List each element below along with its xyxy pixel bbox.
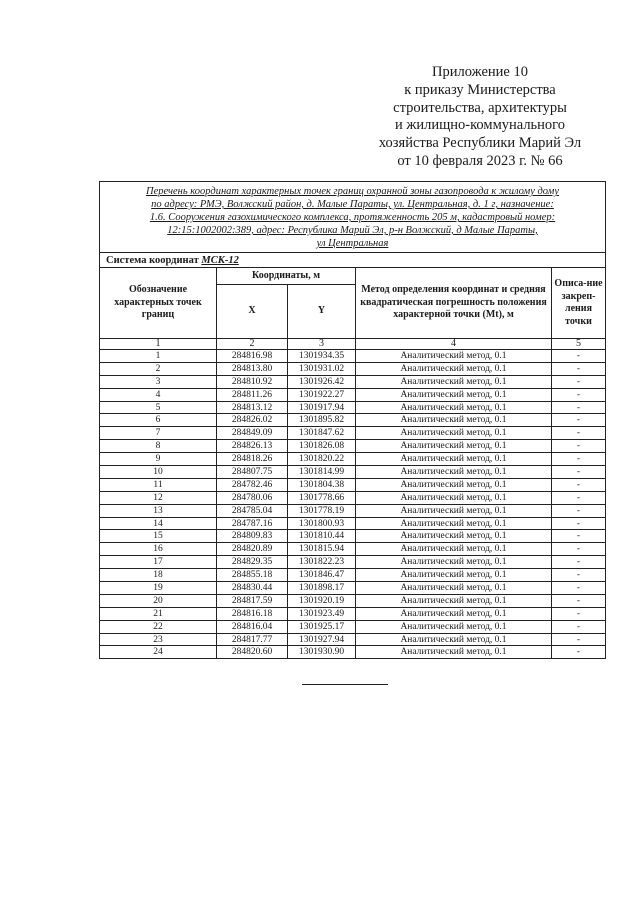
coordinate-system-row (100, 253, 606, 268)
y-coordinate-cell: 1301815.94 (288, 543, 356, 556)
y-coordinate-cell: 1301814.99 (288, 466, 356, 479)
column-number: 2 (217, 339, 288, 350)
method-cell: Аналитический метод, 0.1 (356, 362, 552, 375)
description-cell: - (552, 594, 606, 607)
table-row (100, 504, 606, 517)
x-coordinate-cell: 284818.26 (217, 453, 288, 466)
table-row (100, 530, 606, 543)
document-header (340, 64, 620, 171)
point-number-cell: 6 (100, 414, 217, 427)
point-number-cell: 18 (100, 569, 217, 582)
point-number-cell: 24 (100, 646, 217, 659)
point-number-cell: 11 (100, 478, 217, 491)
table-row (100, 350, 606, 363)
coordinate-system-label: Система координат (106, 254, 199, 266)
table-row (100, 466, 606, 479)
column-number: 5 (552, 339, 606, 350)
header-coordinates: Координаты, м (217, 268, 356, 285)
method-cell: Аналитический метод, 0.1 (356, 401, 552, 414)
description-cell: - (552, 427, 606, 440)
y-coordinate-cell: 1301778.19 (288, 504, 356, 517)
x-coordinate-cell: 284820.89 (217, 543, 288, 556)
y-coordinate-cell: 1301804.38 (288, 478, 356, 491)
header-line: хозяйства Республики Марий Эл (378, 135, 582, 152)
x-coordinate-cell: 284785.04 (217, 504, 288, 517)
method-cell: Аналитический метод, 0.1 (356, 582, 552, 595)
method-cell: Аналитический метод, 0.1 (356, 427, 552, 440)
table-row (100, 633, 606, 646)
point-number-cell: 1 (100, 350, 217, 363)
header-point: Обозначение характерных точек границ (100, 268, 217, 339)
method-cell: Аналитический метод, 0.1 (356, 620, 552, 633)
header-description: Описа-ние закреп-ления точки (552, 268, 606, 339)
method-cell: Аналитический метод, 0.1 (356, 478, 552, 491)
method-cell: Аналитический метод, 0.1 (356, 607, 552, 620)
method-cell: Аналитический метод, 0.1 (356, 375, 552, 388)
caption-line: Перечень координат характерных точек границ охранной зоны газопровода к жилому дому (145, 186, 560, 197)
method-cell: Аналитический метод, 0.1 (356, 466, 552, 479)
method-cell: Аналитический метод, 0.1 (356, 543, 552, 556)
y-coordinate-cell: 1301822.23 (288, 556, 356, 569)
x-coordinate-cell: 284817.59 (217, 594, 288, 607)
x-coordinate-cell: 284813.12 (217, 401, 288, 414)
x-coordinate-cell: 284849.09 (217, 427, 288, 440)
caption-line: 1.6. Сооружения газохимического комплекса, протяженность 205 м, кадастровый номер: (149, 212, 556, 223)
y-coordinate-cell: 1301927.94 (288, 633, 356, 646)
y-coordinate-cell: 1301846.47 (288, 569, 356, 582)
description-cell: - (552, 607, 606, 620)
table-caption (100, 182, 606, 253)
coordinate-system-value: МСК-12 (201, 254, 239, 266)
table-row (100, 375, 606, 388)
y-coordinate-cell: 1301826.08 (288, 440, 356, 453)
x-coordinate-cell: 284809.83 (217, 530, 288, 543)
point-number-cell: 16 (100, 543, 217, 556)
point-number-cell: 7 (100, 427, 217, 440)
method-cell: Аналитический метод, 0.1 (356, 350, 552, 363)
x-coordinate-cell: 284855.18 (217, 569, 288, 582)
point-number-cell: 5 (100, 401, 217, 414)
x-coordinate-cell: 284813.80 (217, 362, 288, 375)
footer-separator-line (302, 684, 388, 685)
point-number-cell: 17 (100, 556, 217, 569)
x-coordinate-cell: 284807.75 (217, 466, 288, 479)
x-coordinate-cell: 284782.46 (217, 478, 288, 491)
description-cell: - (552, 530, 606, 543)
x-coordinate-cell: 284816.98 (217, 350, 288, 363)
header-method: Метод определения координат и средняя квадратическая погрешность положения характерной точки (Mt), м (356, 268, 552, 339)
point-number-cell: 13 (100, 504, 217, 517)
x-coordinate-cell: 284817.77 (217, 633, 288, 646)
point-number-cell: 8 (100, 440, 217, 453)
table-row (100, 453, 606, 466)
description-cell: - (552, 350, 606, 363)
x-coordinate-cell: 284816.18 (217, 607, 288, 620)
method-cell: Аналитический метод, 0.1 (356, 556, 552, 569)
x-coordinate-cell: 284810.92 (217, 375, 288, 388)
point-number-cell: 2 (100, 362, 217, 375)
point-number-cell: 22 (100, 620, 217, 633)
table-row (100, 362, 606, 375)
method-cell: Аналитический метод, 0.1 (356, 530, 552, 543)
description-cell: - (552, 556, 606, 569)
table-row (100, 414, 606, 427)
column-number: 3 (288, 339, 356, 350)
description-cell: - (552, 388, 606, 401)
table-row (100, 517, 606, 530)
table-row (100, 569, 606, 582)
method-cell: Аналитический метод, 0.1 (356, 440, 552, 453)
description-cell: - (552, 582, 606, 595)
description-cell: - (552, 466, 606, 479)
method-cell: Аналитический метод, 0.1 (356, 569, 552, 582)
description-cell: - (552, 414, 606, 427)
caption-line: 12:15:1002002:389, адрес: Республика Марий Эл, р-н Волжский, д Малые Параты, (167, 225, 538, 236)
method-cell: Аналитический метод, 0.1 (356, 504, 552, 517)
description-cell: - (552, 633, 606, 646)
column-number: 4 (356, 339, 552, 350)
y-coordinate-cell: 1301847.62 (288, 427, 356, 440)
method-cell: Аналитический метод, 0.1 (356, 633, 552, 646)
x-coordinate-cell: 284830.44 (217, 582, 288, 595)
x-coordinate-cell: 284816.04 (217, 620, 288, 633)
method-cell: Аналитический метод, 0.1 (356, 388, 552, 401)
y-coordinate-cell: 1301810.44 (288, 530, 356, 543)
y-coordinate-cell: 1301800.93 (288, 517, 356, 530)
table-row (100, 594, 606, 607)
table-row (100, 388, 606, 401)
description-cell: - (552, 362, 606, 375)
method-cell: Аналитический метод, 0.1 (356, 517, 552, 530)
table-row (100, 556, 606, 569)
header-line: Приложение 10 (432, 64, 528, 80)
y-coordinate-cell: 1301920.19 (288, 594, 356, 607)
table-row (100, 543, 606, 556)
y-coordinate-cell: 1301931.02 (288, 362, 356, 375)
header-line: и жилищно-коммунального (394, 117, 566, 134)
method-cell: Аналитический метод, 0.1 (356, 646, 552, 659)
table-row (100, 478, 606, 491)
header-y: Y (288, 285, 356, 339)
description-cell: - (552, 453, 606, 466)
description-cell: - (552, 440, 606, 453)
x-coordinate-cell: 284780.06 (217, 491, 288, 504)
description-cell: - (552, 517, 606, 530)
point-number-cell: 10 (100, 466, 217, 479)
description-cell: - (552, 491, 606, 504)
point-number-cell: 12 (100, 491, 217, 504)
method-cell: Аналитический метод, 0.1 (356, 414, 552, 427)
point-number-cell: 20 (100, 594, 217, 607)
point-number-cell: 3 (100, 375, 217, 388)
y-coordinate-cell: 1301922.27 (288, 388, 356, 401)
y-coordinate-cell: 1301925.17 (288, 620, 356, 633)
table-row (100, 620, 606, 633)
caption-line: по адресу: РМЭ, Волжский район, д. Малые Параты, ул. Центральная, д. 1 г, назначение: (151, 199, 554, 210)
point-number-cell: 23 (100, 633, 217, 646)
description-cell: - (552, 569, 606, 582)
x-coordinate-cell: 284829.35 (217, 556, 288, 569)
x-coordinate-cell: 284787.16 (217, 517, 288, 530)
point-number-cell: 4 (100, 388, 217, 401)
table-row (100, 491, 606, 504)
table-row (100, 401, 606, 414)
x-coordinate-cell: 284811.26 (217, 388, 288, 401)
method-cell: Аналитический метод, 0.1 (356, 453, 552, 466)
table-row (100, 427, 606, 440)
coordinates-table (99, 181, 606, 659)
header-line: от 10 февраля 2023 г. № 66 (397, 152, 563, 169)
table-row (100, 440, 606, 453)
table-row (100, 582, 606, 595)
x-coordinate-cell: 284826.02 (217, 414, 288, 427)
y-coordinate-cell: 1301895.82 (288, 414, 356, 427)
y-coordinate-cell: 1301917.94 (288, 401, 356, 414)
header-x: X (217, 285, 288, 339)
description-cell: - (552, 504, 606, 517)
y-coordinate-cell: 1301930.90 (288, 646, 356, 659)
point-number-cell: 15 (100, 530, 217, 543)
x-coordinate-cell: 284826.13 (217, 440, 288, 453)
point-number-cell: 21 (100, 607, 217, 620)
description-cell: - (552, 401, 606, 414)
description-cell: - (552, 543, 606, 556)
y-coordinate-cell: 1301934.35 (288, 350, 356, 363)
method-cell: Аналитический метод, 0.1 (356, 594, 552, 607)
description-cell: - (552, 646, 606, 659)
y-coordinate-cell: 1301820.22 (288, 453, 356, 466)
description-cell: - (552, 478, 606, 491)
column-number: 1 (100, 339, 217, 350)
header-line: к приказу Министерства (404, 81, 556, 98)
description-cell: - (552, 375, 606, 388)
table-row (100, 607, 606, 620)
method-cell: Аналитический метод, 0.1 (356, 491, 552, 504)
caption-line: ул Центральная (316, 238, 389, 249)
table-row (100, 646, 606, 659)
point-number-cell: 14 (100, 517, 217, 530)
point-number-cell: 19 (100, 582, 217, 595)
x-coordinate-cell: 284820.60 (217, 646, 288, 659)
header-line: строительства, архитектуры (393, 99, 567, 116)
y-coordinate-cell: 1301923.49 (288, 607, 356, 620)
y-coordinate-cell: 1301926.42 (288, 375, 356, 388)
description-cell: - (552, 620, 606, 633)
point-number-cell: 9 (100, 453, 217, 466)
y-coordinate-cell: 1301778.66 (288, 491, 356, 504)
y-coordinate-cell: 1301898.17 (288, 582, 356, 595)
